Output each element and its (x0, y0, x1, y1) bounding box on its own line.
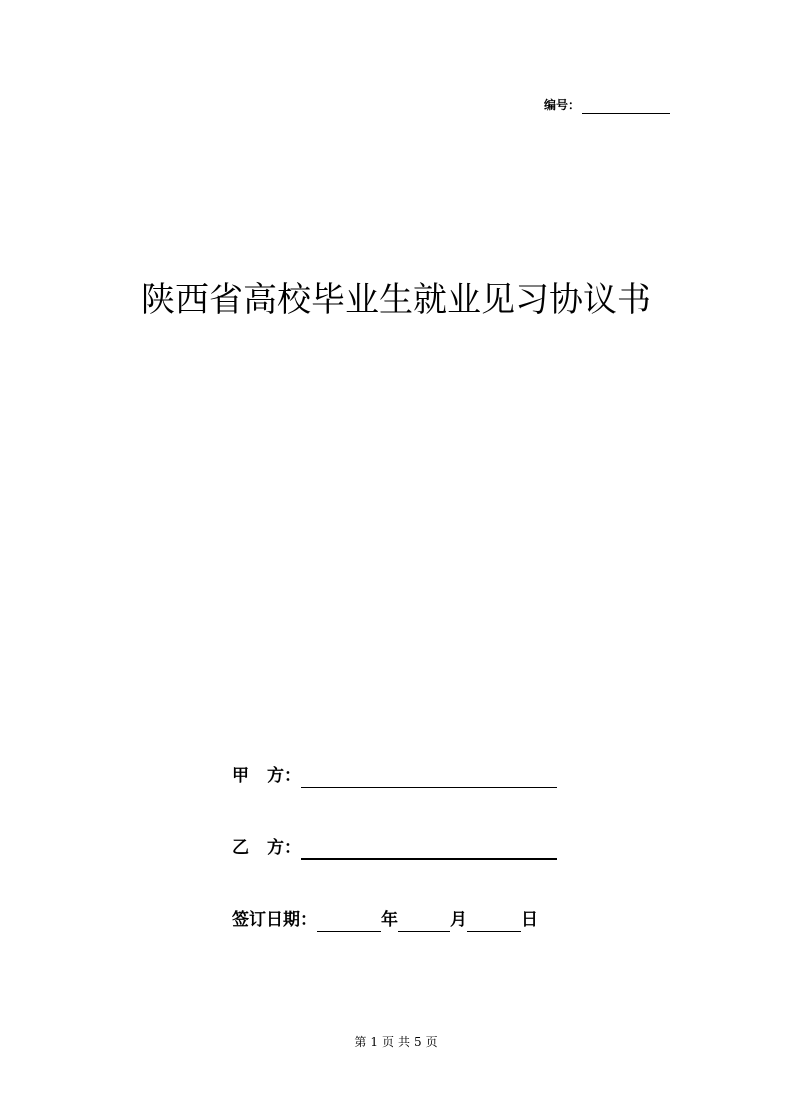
footer-total-prefix: 共 (398, 1035, 411, 1049)
footer-current-page: 1 (370, 1035, 378, 1049)
footer-prefix: 第 (354, 1035, 367, 1049)
party-b-label: 乙 (232, 838, 249, 858)
sign-month-blank[interactable] (398, 913, 450, 932)
footer-total-unit: 页 (425, 1035, 438, 1049)
footer-total-pages: 5 (414, 1035, 422, 1049)
party-b-field (232, 836, 557, 860)
day-unit: 日 (521, 910, 538, 930)
footer-page-unit: 页 (381, 1035, 394, 1049)
sign-day-blank[interactable] (467, 913, 521, 932)
serial-number (544, 96, 670, 114)
party-b-blank[interactable] (301, 840, 557, 860)
sign-date-label: 签订日期： (232, 910, 317, 930)
sign-year-blank[interactable] (317, 913, 381, 932)
page-footer (0, 1034, 792, 1050)
year-unit: 年 (381, 910, 398, 930)
month-unit: 月 (450, 910, 467, 930)
serial-number-label: 编号： (544, 98, 581, 112)
party-b-suffix: 方： (267, 838, 301, 858)
party-a-blank[interactable] (301, 769, 557, 788)
serial-number-blank[interactable] (582, 99, 670, 114)
party-a-field (232, 764, 557, 788)
party-a-suffix: 方： (267, 766, 301, 786)
party-a-label: 甲 (232, 766, 249, 786)
sign-date-field (232, 908, 538, 932)
document-title: 陕西省高校毕业生就业见习协议书 (141, 280, 651, 320)
